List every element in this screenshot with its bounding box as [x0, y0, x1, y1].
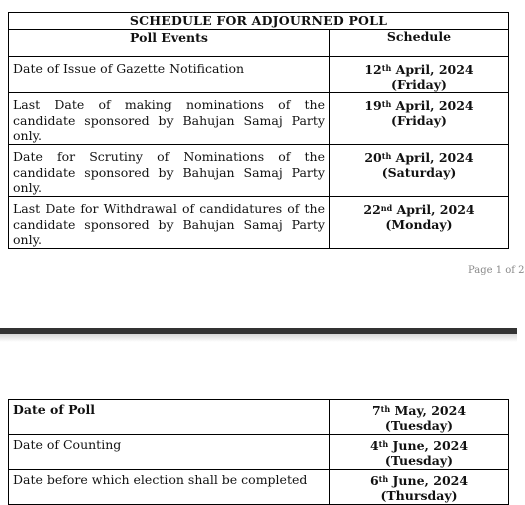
event-label: Date of Counting: [9, 435, 330, 470]
page-separator-shadow: [0, 334, 517, 342]
schedule-date: [330, 400, 509, 435]
date-weekday: (Saturday): [381, 165, 457, 180]
schedule-header-row: [9, 30, 509, 57]
schedule-date: [330, 145, 509, 197]
date-month-year: May, 2024: [390, 403, 467, 418]
event-label: Last Date for Withdrawal of candidatures of the candidate sponsored by Bahujan Samaj Party only.: [9, 197, 330, 249]
date-month-year: April, 2024: [391, 98, 474, 113]
event-label: Date for Scrutiny of Nominations of the candidate sponsored by Bahujan Samaj Party only.: [9, 145, 330, 197]
event-label: Date of Issue of Gazette Notification: [9, 57, 330, 93]
table-row: [9, 400, 509, 435]
date-day: 20: [364, 150, 382, 165]
date-month-year: June, 2024: [388, 473, 469, 488]
date-weekday: (Thursday): [380, 488, 458, 503]
date-month-year: April, 2024: [392, 202, 475, 217]
date-suffix: th: [378, 474, 389, 484]
schedule-date: [330, 470, 509, 505]
date-day: 4: [369, 438, 379, 453]
date-day: 22: [363, 202, 381, 217]
date-day: 7: [371, 403, 381, 418]
date-suffix: th: [378, 439, 389, 449]
table-row: [9, 93, 509, 145]
date-weekday: (Tuesday): [384, 453, 454, 468]
date-suffix: th: [381, 99, 392, 109]
date-day: 6: [369, 473, 379, 488]
date-weekday: (Friday): [391, 113, 447, 128]
date-weekday: (Friday): [391, 77, 447, 92]
schedule-header: Schedule: [330, 30, 509, 57]
date-day: 19: [364, 98, 382, 113]
date-weekday: (Monday): [385, 217, 453, 232]
date-weekday: (Tuesday): [384, 418, 454, 433]
poll-table: [8, 399, 509, 505]
poll-events-header: Poll Events: [9, 30, 330, 57]
schedule-table: [8, 12, 509, 249]
schedule-date: [330, 57, 509, 93]
schedule-date: [330, 435, 509, 470]
event-label: Date before which election shall be completed: [9, 470, 330, 505]
date-suffix: nd: [380, 203, 393, 213]
schedule-date: [330, 197, 509, 249]
table-row: [9, 470, 509, 505]
schedule-title: SCHEDULE FOR ADJOURNED POLL: [9, 13, 509, 30]
table-row: [9, 197, 509, 249]
schedule-date: [330, 93, 509, 145]
event-label: Last Date of making nominations of the candidate sponsored by Bahujan Samaj Party only.: [9, 93, 330, 145]
date-month-year: April, 2024: [391, 62, 474, 77]
date-suffix: th: [381, 63, 392, 73]
date-suffix: th: [380, 404, 391, 414]
table-row: [9, 57, 509, 93]
date-suffix: th: [381, 151, 392, 161]
table-row: [9, 145, 509, 197]
date-month-year: June, 2024: [388, 438, 469, 453]
table-row: [9, 435, 509, 470]
date-month-year: April, 2024: [391, 150, 474, 165]
event-label: Date of Poll: [9, 400, 330, 435]
page-number: Page 1 of 2: [468, 265, 525, 276]
date-day: 12: [364, 62, 382, 77]
